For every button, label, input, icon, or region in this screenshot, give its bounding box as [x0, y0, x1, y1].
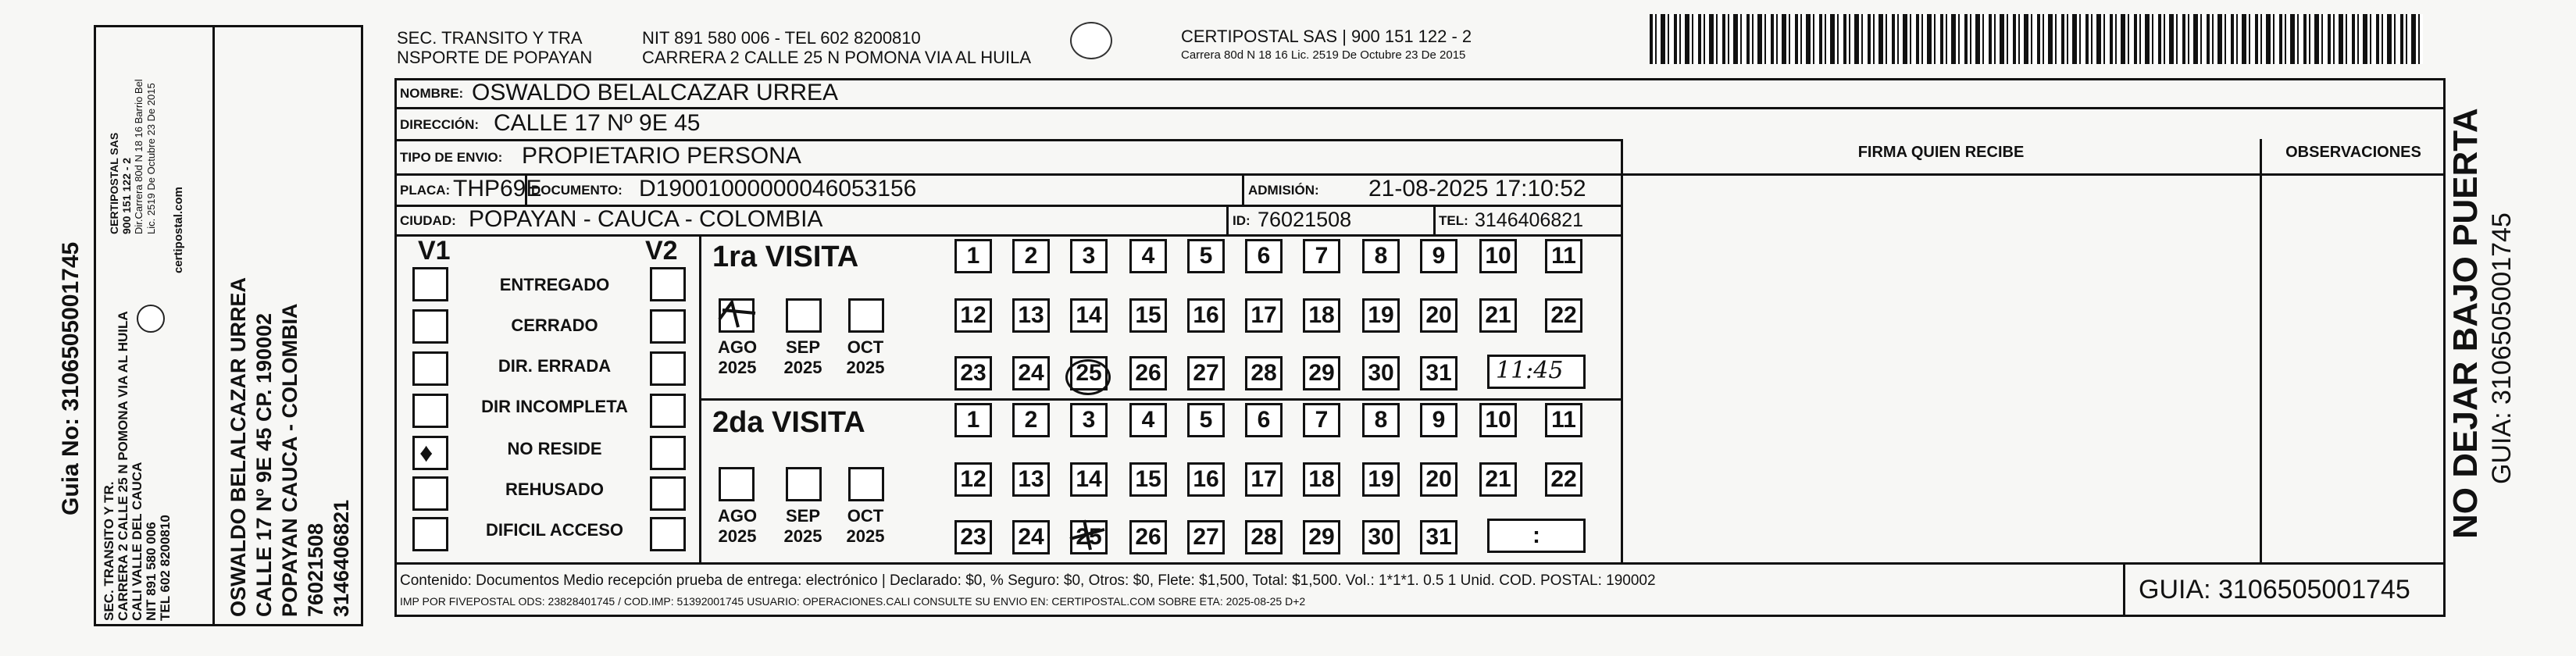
- header-address-line: CARRERA 2 CALLE 25 N POMONA VIA AL HUILA: [642, 48, 1032, 67]
- direccion-value: CALLE 17 Nº 9E 45: [494, 110, 701, 136]
- id-label: ID:: [1233, 213, 1251, 228]
- month-label-oct: OCT 2025: [846, 506, 885, 546]
- v2-checkbox-dir-errada[interactable]: [650, 351, 686, 386]
- month-label-ago: AGO 2025: [717, 506, 758, 546]
- first-visit-day-box[interactable]: 10: [1479, 239, 1517, 273]
- second-visit-day-box[interactable]: 26: [1129, 520, 1167, 554]
- first-visit-time: 11:45: [1496, 357, 1564, 384]
- second-visit-day-box[interactable]: 7: [1303, 403, 1340, 437]
- first-visit-day-box[interactable]: 4: [1129, 239, 1167, 273]
- placa-label: PLACA:: [400, 183, 451, 198]
- first-visit-day-box[interactable]: 14: [1070, 298, 1108, 333]
- footer-contenido: Contenido: Documentos Medio recepción prueba de entrega: electrónico | Declarado: $0, % Seguro: $0, Otros: $0, Flete: $1,500, Total: $1,500. Vol.: 1*1*1. 0.5 1 Unid. COD. POSTAL: 190002: [400, 572, 1656, 589]
- header-sender-line: SEC. TRANSITO Y TRA: [397, 28, 583, 48]
- status-label: NO RESIDE: [507, 439, 602, 458]
- v1-checkbox-no-reside[interactable]: [412, 436, 448, 470]
- firma-header: FIRMA QUIEN RECIBE: [1857, 144, 2025, 161]
- v1-checkbox-dir-incompleta[interactable]: [412, 394, 448, 428]
- second-visit-day-box[interactable]: 2: [1012, 403, 1050, 437]
- second-visit-day-box[interactable]: 19: [1362, 462, 1400, 497]
- stub-sender-line: SEC. TRANSITO Y TR.: [102, 481, 116, 621]
- first-visit-day-box[interactable]: 22: [1545, 298, 1582, 333]
- placa-value: THP69E: [453, 176, 542, 201]
- observations-area[interactable]: [2264, 173, 2443, 562]
- second-visit-day-box[interactable]: 10: [1479, 403, 1517, 437]
- header-license: Carrera 80d N 18 16 Lic. 2519 De Octubre 23 De 2015: [1181, 48, 1466, 62]
- header-company: CERTIPOSTAL SAS | 900 151 122 - 2: [1181, 27, 1472, 46]
- header-sender: [397, 28, 592, 67]
- stub-sender-line: CALI VALLE DEL CAUCA: [130, 462, 144, 621]
- first-visit-day-box[interactable]: 30: [1362, 356, 1400, 390]
- first-visit-day-box[interactable]: 9: [1420, 239, 1457, 273]
- second-visit-time: :: [1532, 522, 1540, 548]
- stub-certipostal-line: 900 151 122 - 2: [120, 157, 133, 234]
- certipostal-logo-icon: [137, 305, 165, 333]
- second-visit-day-box[interactable]: 8: [1362, 403, 1400, 437]
- stub-recipient-line: POPAYAN CAUCA - COLOMBIA: [278, 303, 301, 617]
- observaciones-header: OBSERVACIONES: [2285, 144, 2421, 161]
- month-label-ago: AGO 2025: [717, 337, 758, 377]
- ciudad-value: POPAYAN - CAUCA - COLOMBIA: [469, 206, 823, 232]
- stub-recipient-line: 76021508: [304, 522, 327, 617]
- first-visit-day-box[interactable]: 19: [1362, 298, 1400, 333]
- documento-label: DOCUMENTO:: [531, 183, 623, 198]
- month-label-oct: OCT 2025: [846, 337, 885, 377]
- v2-checkbox-cerrado[interactable]: [650, 309, 686, 344]
- first-visit-day-box[interactable]: 20: [1420, 298, 1457, 333]
- first-visit-title: 1ra VISITA: [712, 241, 859, 273]
- second-visit-time-box[interactable]: [1487, 519, 1586, 553]
- status-label: DIFICIL ACCESO: [485, 520, 623, 540]
- nombre-label: NOMBRE:: [400, 86, 464, 101]
- stub-divider: [212, 25, 215, 626]
- v1-checkbox-rehusado[interactable]: [412, 476, 448, 511]
- first-visit-day-box[interactable]: 5: [1187, 239, 1225, 273]
- second-visit-day-box[interactable]: 27: [1187, 520, 1225, 554]
- stub-recipient-line: 3146406821: [330, 499, 353, 617]
- cell-divider: [1433, 205, 1436, 234]
- signature-divider: [1621, 139, 1623, 562]
- first-visit-day-box[interactable]: 28: [1245, 356, 1283, 390]
- second-visit-day-box[interactable]: 23: [954, 520, 992, 554]
- second-visit-month-ago[interactable]: [719, 467, 755, 501]
- v1-checkbox-dificil-acceso[interactable]: [412, 517, 448, 551]
- stub-certipostal-line: CERTIPOSTAL SAS: [108, 132, 120, 234]
- first-visit-day-box[interactable]: 29: [1303, 356, 1340, 390]
- visit-row-divider: [699, 398, 1621, 401]
- status-label: DIR INCOMPLETA: [481, 397, 628, 416]
- first-visit-day-box[interactable]: 21: [1479, 298, 1517, 333]
- v2-checkbox-entregado[interactable]: [650, 267, 686, 301]
- v1-checkbox-dir-errada[interactable]: [412, 351, 448, 386]
- second-visit-day-box[interactable]: 17: [1245, 462, 1283, 497]
- stub-website: certipostal.com: [172, 187, 185, 273]
- first-visit-day-box[interactable]: 7: [1303, 239, 1340, 273]
- id-value: 76021508: [1258, 208, 1352, 231]
- second-visit-day-box[interactable]: 9: [1420, 403, 1457, 437]
- status-label: REHUSADO: [505, 480, 604, 499]
- first-visit-day-box[interactable]: 17: [1245, 298, 1283, 333]
- status-label: DIR. ERRADA: [498, 356, 612, 376]
- v1-checkbox-cerrado[interactable]: [412, 309, 448, 344]
- stub-sender-line: TEL 602 8200810: [158, 515, 173, 621]
- first-visit-day-box[interactable]: 23: [954, 356, 992, 390]
- first-visit-month-ago[interactable]: [719, 298, 755, 333]
- first-visit-month-sep[interactable]: [786, 298, 822, 333]
- row-line: [394, 107, 2446, 109]
- first-visit-month-oct[interactable]: [848, 298, 884, 333]
- first-visit-day-box[interactable]: 25: [1070, 356, 1108, 390]
- second-visit-day-box[interactable]: 24: [1012, 520, 1050, 554]
- stub-certipostal-line: Dir.Carrera 80d N 18 16 Barrio Bel: [133, 79, 144, 234]
- second-visit-day-box[interactable]: 28: [1245, 520, 1283, 554]
- stub-certipostal-line: Lic. 2519 De Octubre 23 De 2015: [145, 83, 157, 234]
- hand-cross-mark-icon: [1064, 515, 1111, 558]
- row-line: [394, 562, 2446, 565]
- stub-sender-line: CARRERA 2 CALLE 25 N POMONA VIA AL HUILA: [116, 311, 130, 621]
- row-line: [394, 139, 1623, 141]
- stub-recipient-line: OSWALDO BELALCAZAR URREA: [227, 277, 250, 617]
- second-visit-day-box[interactable]: 4: [1129, 403, 1167, 437]
- v2-checkbox-dificil-acceso[interactable]: [650, 517, 686, 551]
- first-visit-day-box[interactable]: 15: [1129, 298, 1167, 333]
- stub-guia-number: Guia No: 3106505001745: [58, 241, 84, 515]
- tel-value: 3146406821: [1475, 209, 1584, 231]
- signature-area[interactable]: [1625, 173, 2257, 562]
- second-visit-day-box[interactable]: 30: [1362, 520, 1400, 554]
- stub-recipient-line: CALLE 17 Nº 9E 45 CP. 190002: [252, 312, 276, 617]
- second-visit-day-box[interactable]: 18: [1303, 462, 1340, 497]
- first-visit-day-box[interactable]: 1: [954, 239, 992, 273]
- direccion-label: DIRECCIÓN:: [400, 117, 480, 132]
- second-visit-month-oct[interactable]: [848, 467, 884, 501]
- second-visit-day-box[interactable]: 31: [1420, 520, 1457, 554]
- second-visit-day-box[interactable]: 25: [1070, 520, 1108, 554]
- tel-label: TEL:: [1439, 213, 1468, 228]
- tipo-envio-label: TIPO DE ENVIO:: [400, 150, 503, 165]
- v2-checkbox-rehusado[interactable]: [650, 476, 686, 511]
- first-visit-day-box[interactable]: 18: [1303, 298, 1340, 333]
- admision-value: 21-08-2025 17:10:52: [1368, 176, 1586, 201]
- second-visit-day-box[interactable]: 15: [1129, 462, 1167, 497]
- first-visit-day-box[interactable]: 26: [1129, 356, 1167, 390]
- status-label: ENTREGADO: [499, 275, 610, 294]
- first-visit-day-box[interactable]: 2: [1012, 239, 1050, 273]
- second-visit-day-box[interactable]: 16: [1187, 462, 1225, 497]
- second-visit-title: 2da VISITA: [712, 406, 865, 439]
- v1-header: V1: [418, 236, 451, 266]
- header-sender-line: NSPORTE DE POPAYAN: [397, 48, 593, 67]
- first-visit-day-box[interactable]: 16: [1187, 298, 1225, 333]
- first-visit-day-box[interactable]: 3: [1070, 239, 1108, 273]
- header-sender-info: [642, 28, 1031, 67]
- footer-guia: GUIA: 3106505001745: [2139, 575, 2410, 604]
- second-visit-day-box[interactable]: 14: [1070, 462, 1108, 497]
- second-visit-day-box[interactable]: 3: [1070, 403, 1108, 437]
- v1-checkbox-entregado[interactable]: [412, 267, 448, 301]
- hand-check-icon: [715, 296, 762, 335]
- first-visit-time-box[interactable]: [1487, 355, 1586, 389]
- cell-divider: [1226, 205, 1229, 234]
- first-visit-day-box[interactable]: 13: [1012, 298, 1050, 333]
- second-visit-day-box[interactable]: 12: [954, 462, 992, 497]
- observations-divider: [2260, 139, 2262, 562]
- header-nit-line: NIT 891 580 006 - TEL 602 8200810: [642, 28, 921, 48]
- first-visit-day-box[interactable]: 6: [1245, 239, 1283, 273]
- second-visit-day-box[interactable]: 6: [1245, 403, 1283, 437]
- first-visit-day-box[interactable]: 24: [1012, 356, 1050, 390]
- admision-label: ADMISIÓN:: [1248, 183, 1319, 198]
- certipostal-logo-icon: [1070, 22, 1112, 59]
- footer-divider: [2123, 562, 2125, 617]
- month-label-sep: SEP 2025: [783, 506, 822, 546]
- checkmark-icon: ♦: [419, 438, 433, 468]
- status-label: CERRADO: [511, 316, 598, 335]
- second-visit-day-box[interactable]: 1: [954, 403, 992, 437]
- documento-value: D19001000000046053156: [639, 176, 917, 201]
- footer-imp: IMP POR FIVEPOSTAL ODS: 23828401745 / COD.IMP: 51392001745 USUARIO: OPERACIONES.CALI CONSULTE SU ENVIO EN: CERTIPOSTAL.COM SOBRE ETA: 2025-08-25 D+2: [400, 595, 1306, 608]
- side-guia: GUIA: 3106505001745: [2487, 212, 2517, 484]
- second-visit-day-box[interactable]: 29: [1303, 520, 1340, 554]
- v2-header: V2: [645, 236, 678, 266]
- month-label-sep: SEP 2025: [783, 337, 822, 377]
- first-visit-day-box[interactable]: 27: [1187, 356, 1225, 390]
- first-visit-day-box[interactable]: 11: [1545, 239, 1582, 273]
- v2-checkbox-dir-incompleta[interactable]: [650, 394, 686, 428]
- hand-circle-mark-icon: [1065, 359, 1111, 395]
- first-visit-day-box[interactable]: 31: [1420, 356, 1457, 390]
- first-visit-day-box[interactable]: 12: [954, 298, 992, 333]
- second-visit-day-box[interactable]: 5: [1187, 403, 1225, 437]
- first-visit-day-box[interactable]: 8: [1362, 239, 1400, 273]
- tipo-envio-value: PROPIETARIO PERSONA: [522, 143, 801, 169]
- second-visit-day-box[interactable]: 21: [1479, 462, 1517, 497]
- stub-sender-line: NIT 891 580 006: [144, 522, 159, 621]
- second-visit-month-sep[interactable]: [786, 467, 822, 501]
- barcode-image: [1650, 14, 2423, 64]
- second-visit-day-box[interactable]: 11: [1545, 403, 1582, 437]
- cell-divider: [1242, 173, 1244, 205]
- row-line: [394, 234, 1623, 237]
- nombre-value: OSWALDO BELALCAZAR URREA: [472, 80, 838, 105]
- second-visit-day-box[interactable]: 13: [1012, 462, 1050, 497]
- v2-checkbox-no-reside[interactable]: [650, 436, 686, 470]
- no-dejar-bajo-puerta: NO DEJAR BAJO PUERTA: [2446, 108, 2485, 539]
- second-visit-day-box[interactable]: 22: [1545, 462, 1582, 497]
- second-visit-day-box[interactable]: 20: [1420, 462, 1457, 497]
- ciudad-label: CIUDAD:: [400, 213, 456, 228]
